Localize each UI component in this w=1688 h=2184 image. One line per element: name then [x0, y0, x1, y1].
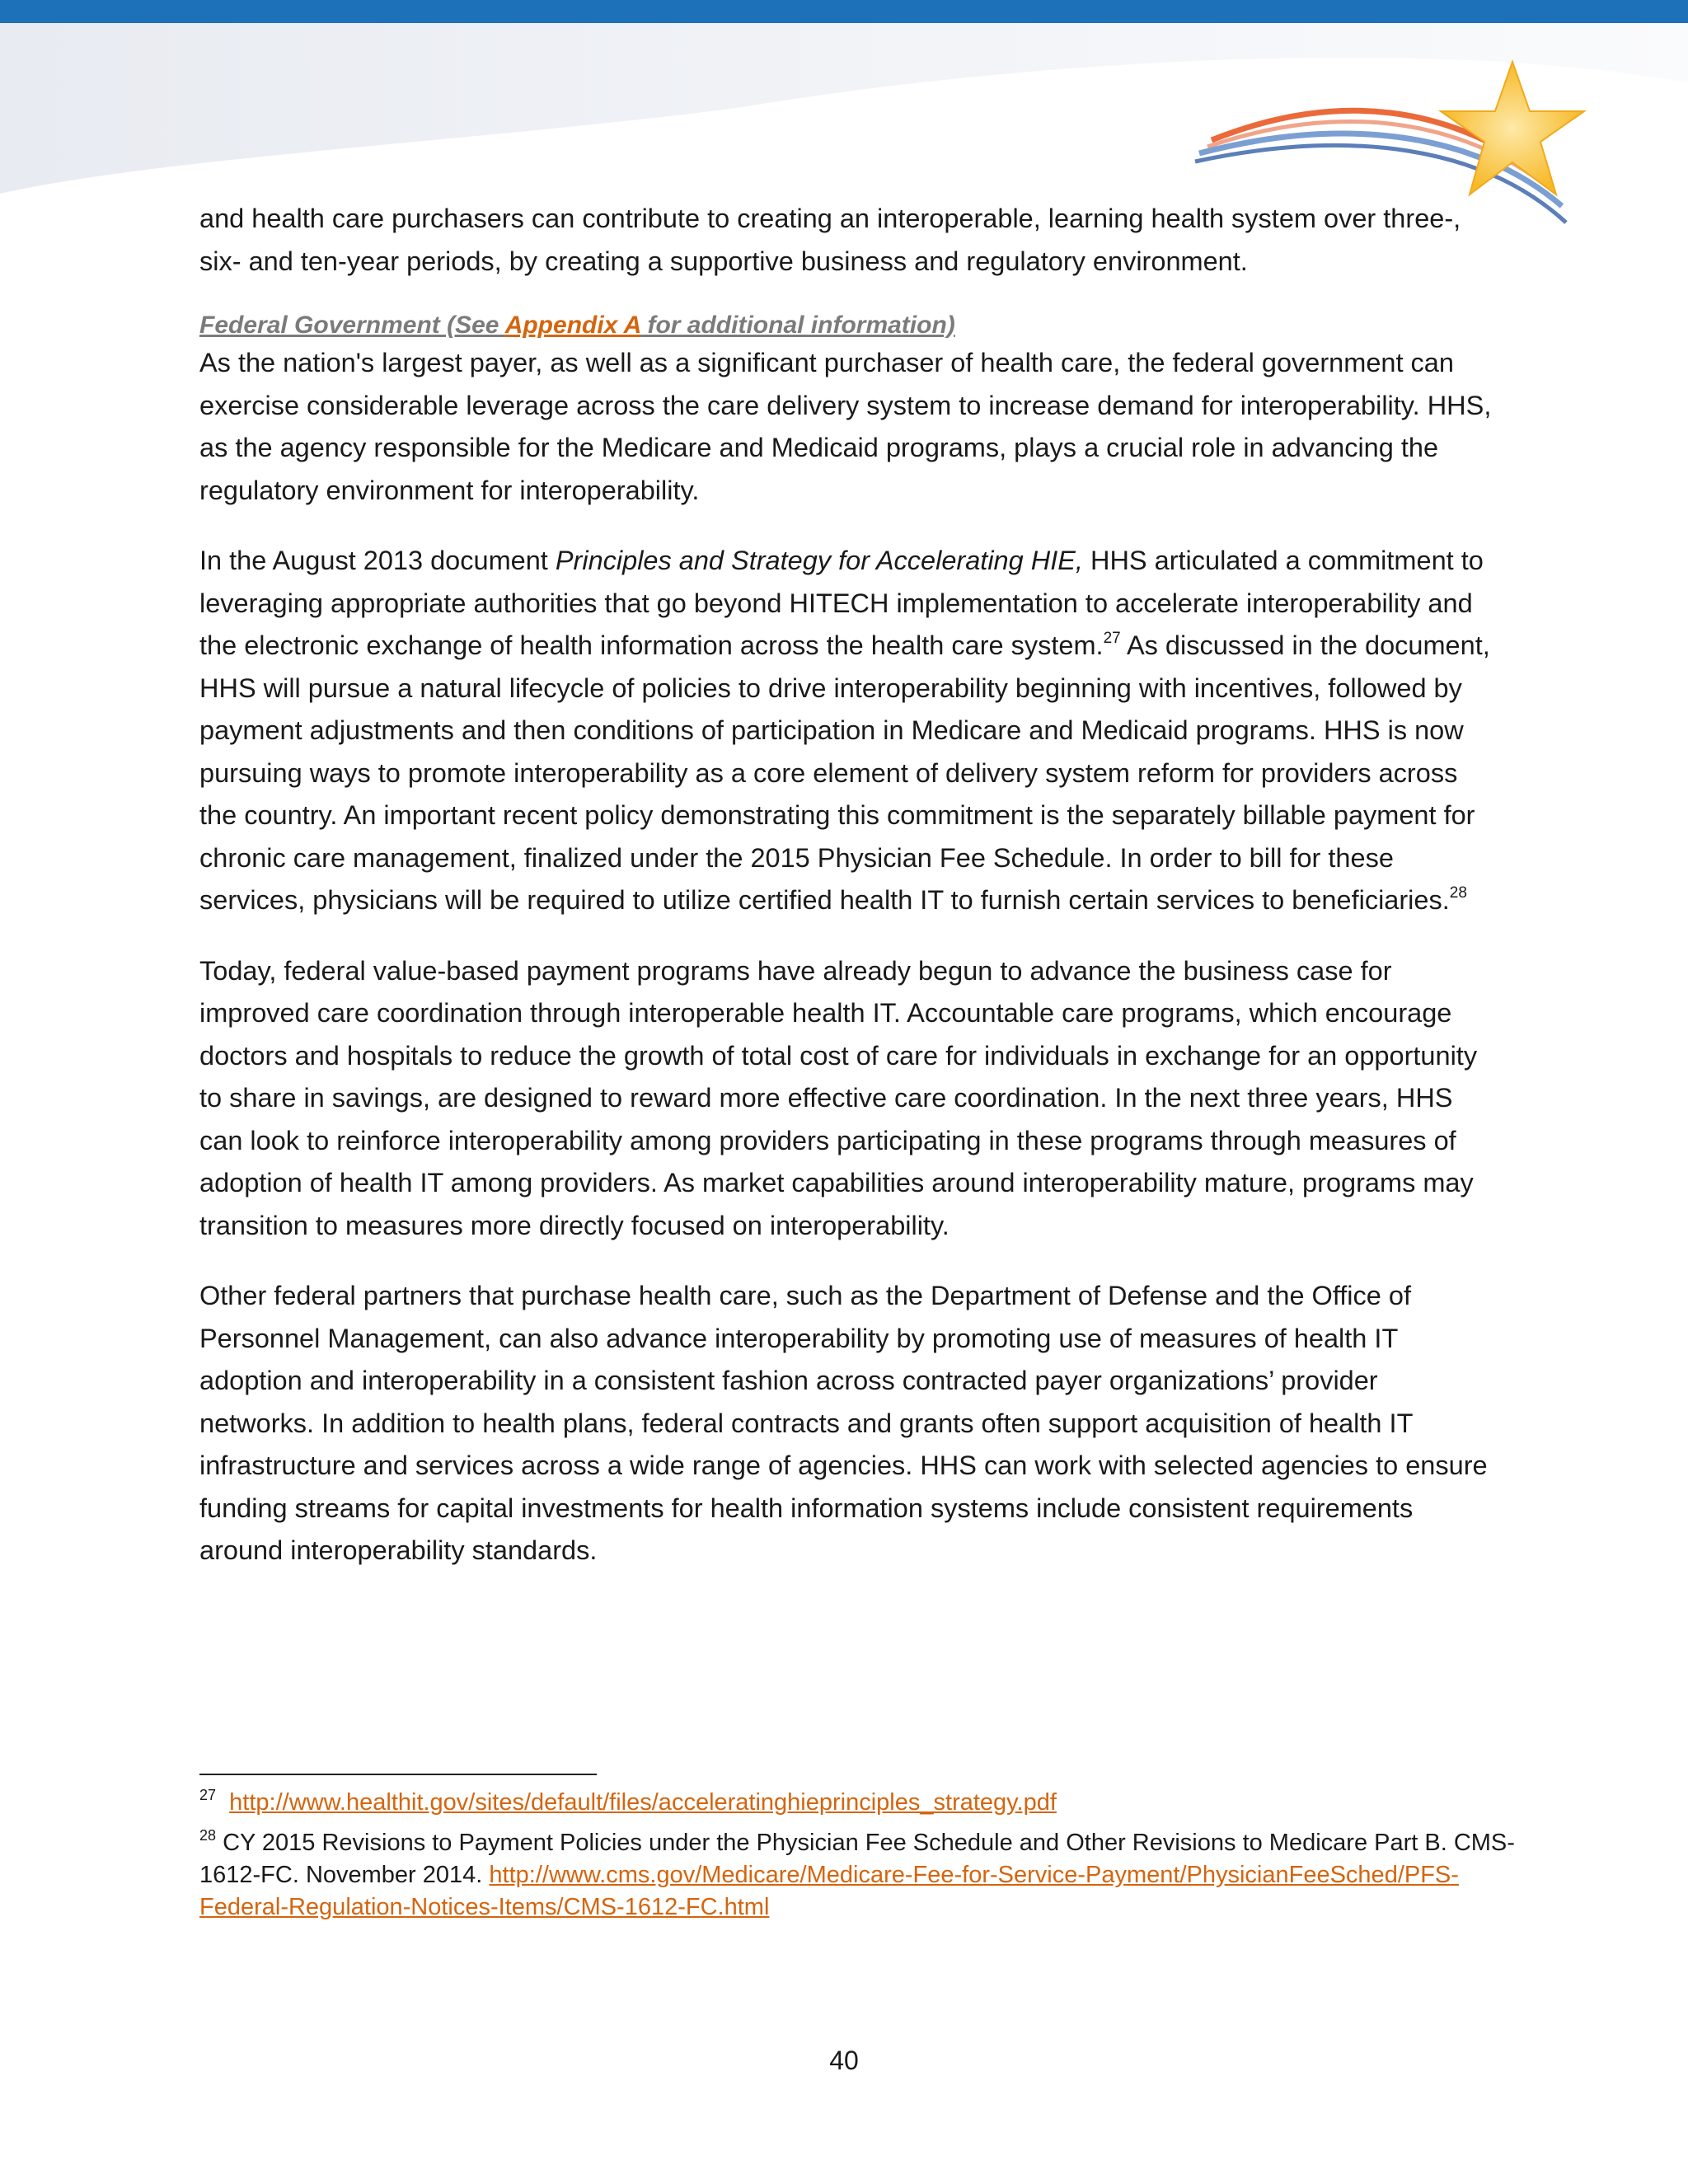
footnote-text: CY 2015 Revisions to Payment Policies under the Physician Fee Schedule and Other Revisions to Medicare Part B. CMS-1612-FC. November 2014. [199, 1830, 1515, 1888]
footnote-ref-28[interactable]: 28 [1449, 884, 1467, 902]
paragraph-principles-strategy [199, 540, 1493, 922]
footnotes [199, 1787, 1535, 1932]
document-title: Principles and Strategy for Accelerating HIE, [555, 546, 1083, 575]
paragraph-federal-leverage: As the nation's largest payer, as well as a significant purchaser of health care, the federal government can exercise considerable leverage across the care delivery system to increase demand for interoperability. HHS, as the agency responsible for the Medicare and Medicaid programs, plays a crucial role in advancing the regulatory environment for interoperability. [199, 348, 1492, 505]
page-number: 40 [829, 2046, 859, 2075]
paragraph-federal-partners: Other federal partners that purchase health care, such as the Department of Defense and the Office of Personnel Management, can also advance interoperability by promoting use of measures of health IT adoption and interoperability in a consistent fashion across contracted payer organizations’ provider networks. In addition to health plans, federal contracts and grants often support acquisition of health IT infrastructure and services across a wide range of agencies. HHS can work with selected agencies to ensure funding streams for capital investments for health information systems include consistent requirements around interoperability standards. [199, 1281, 1488, 1565]
header-swoosh [0, 23, 1688, 194]
appendix-a-link[interactable]: Appendix A [504, 312, 641, 339]
intro-paragraph: and health care purchasers can contribute to creating an interoperable, learning health system over three-, six- and ten-year periods, by creating a supportive business and regulatory environment. [199, 204, 1461, 276]
footnote-28 [199, 1827, 1535, 1924]
paragraph-value-based-payment: Today, federal value-based payment programs have already begun to advance the business case for improved care coordination through interoperable health IT. Accountable care programs, which encourage doctors and hospitals to reduce the growth of total cost of care for individuals in exchange for an opportunity to share in savings, are designed to reward more effective care coordination. In the next three years, HHS can look to reinforce interoperability among providers participating in these programs through measures of adoption of health IT among providers. As market capabilities around interoperability mature, programs may transition to measures more directly focused on interoperability. [199, 955, 1478, 1240]
paragraph-lead: In the August 2013 document [199, 546, 556, 575]
section-heading [199, 309, 1493, 342]
paragraph-rest: As discussed in the document, HHS will pursue a natural lifecycle of policies to drive interoperability beginning with incentives, followed by payment adjustments and then conditions of participation in Medicare and Medicaid programs. HHS is now pursuing ways to promote interoperability as a core element of delivery system reform for providers across the country. An important recent policy demonstrating this commitment is the separately billable payment for chronic care management, finalized under the 2015 Physician Fee Schedule. In order to bill for these services, physicians will be required to utilize certified health IT to furnish certain services to beneficiaries. [199, 630, 1490, 915]
footnote-link-cms[interactable]: http://www.cms.gov/Medicare/Medicare-Fee-for-Service-Payment/PhysicianFeeSched/PFS-Federal-Regulation-Notices-Items/CMS-1612-FC.html [199, 1862, 1459, 1920]
footnote-number: 28 [199, 1827, 217, 1844]
footnote-ref-27[interactable]: 27 [1103, 630, 1121, 647]
footnote-number: 27 [199, 1787, 217, 1803]
footnote-divider [199, 1774, 597, 1775]
section-heading-suffix: for additional information) [640, 312, 955, 339]
footnote-link-healthit[interactable]: http://www.healthit.gov/sites/default/files/acceleratinghieprinciples_strategy.pdf [229, 1789, 1057, 1816]
page-body [199, 198, 1493, 1601]
section-heading-prefix: Federal Government (See [199, 312, 505, 339]
paragraph-middle: HHS articulated a commitment to leveraging appropriate authorities that go beyond HITECH implementation to accelerate interoperability and the electronic exchange of health information across the health care system. [199, 546, 1484, 660]
footnote-27 [199, 1787, 1535, 1819]
